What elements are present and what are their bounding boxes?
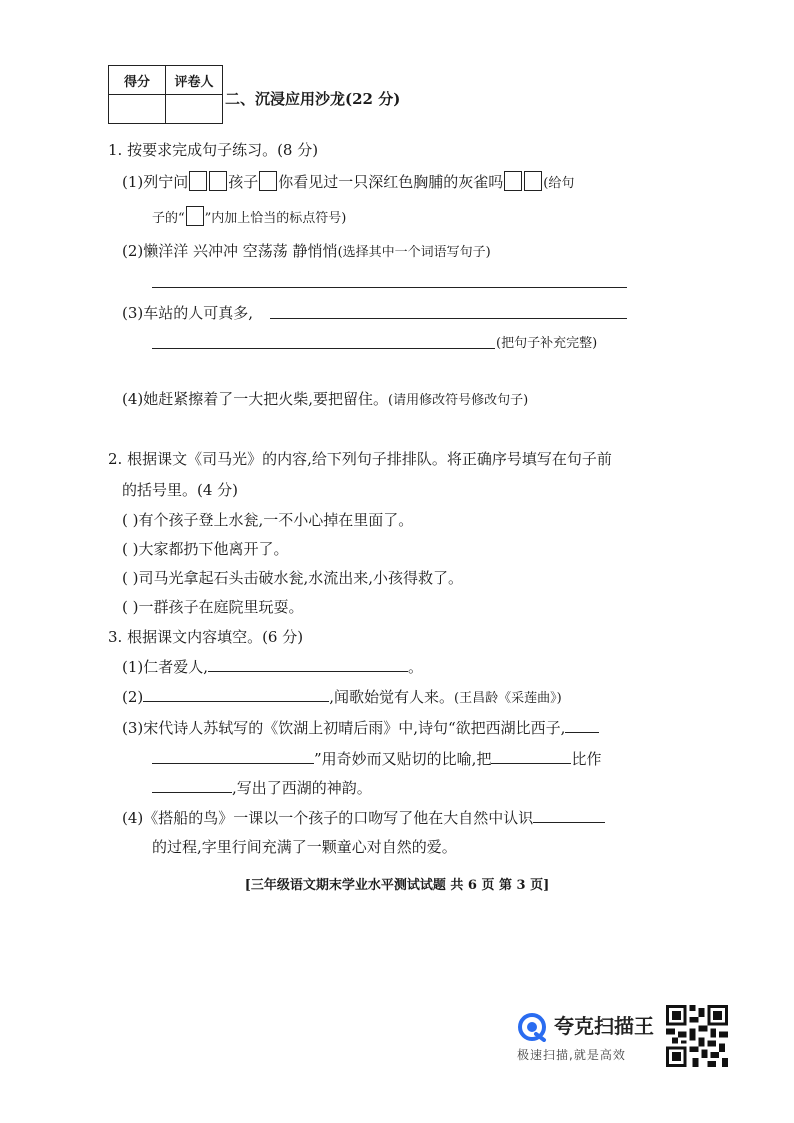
- punct-box-4[interactable]: [504, 171, 522, 191]
- q3-s3-blank-2[interactable]: [491, 749, 571, 764]
- q3-s3-text-d: ,写出了西湖的神韵。: [232, 779, 372, 797]
- q3-s3-blank-1b[interactable]: [152, 749, 314, 764]
- q3-heading: 3. 根据课文内容填空。(6 分): [108, 628, 304, 646]
- punct-box-2[interactable]: [209, 171, 227, 191]
- page-footer: [三年级语文期末学业水平测试试题 共 6 页 第 3 页]: [244, 878, 550, 893]
- q1-heading: 1. 按要求完成句子练习。(8 分): [108, 141, 319, 159]
- q3-s2-text-b: ,闻歌始觉有人来。: [329, 688, 455, 706]
- q1-s2-answer-line[interactable]: [152, 287, 627, 288]
- q3-s4-blank[interactable]: [533, 808, 605, 823]
- q3-s4-text-a: (4)《搭船的鸟》一课以一个孩子的口吻写了他在大自然中认识: [122, 809, 534, 827]
- q3-s3-blank-1a[interactable]: [565, 718, 599, 733]
- q2-heading-cont: 的括号里。(4 分): [122, 481, 239, 499]
- q2-heading: 2. 根据课文《司马光》的内容,给下列句子排排队。将正确序号填写在句子前: [108, 450, 612, 468]
- brand-name: 夸克扫描王: [554, 1014, 654, 1038]
- q1-s4-note: (请用修改符号修改句子): [388, 393, 529, 408]
- q3-sentence-2: [122, 686, 562, 707]
- section-title: 二、沉浸应用沙龙(22 分): [225, 90, 401, 108]
- q3-s1-end: 。: [408, 658, 424, 676]
- grader-cell[interactable]: [166, 95, 223, 124]
- q1-s1-text-f: ”内加上恰当的标点符号): [204, 211, 347, 226]
- punct-box-5[interactable]: [524, 171, 542, 191]
- q3-s2-text-a: (2): [122, 688, 144, 706]
- punct-box-sample: [186, 206, 204, 226]
- q1-s2-words: (2)懒洋洋 兴冲冲 空荡荡 静悄悄: [122, 242, 338, 260]
- q2-item-2[interactable]: ( )大家都扔下他离开了。: [122, 540, 289, 558]
- q3-sentence-3-cont: [152, 748, 601, 769]
- q3-sentence-1: [122, 656, 423, 677]
- q1-sentence-1: [122, 171, 574, 192]
- q1-sentence-4: [122, 388, 528, 409]
- q1-s3-note: (把句子补充完整): [496, 336, 598, 351]
- q1-s1-text-c: 你看见过一只深红色胸脯的灰雀吗: [278, 173, 504, 191]
- q1-sentence-3: (3)车站的人可真多,: [122, 304, 254, 322]
- q3-sentence-4: [122, 807, 605, 828]
- q2-item-1[interactable]: ( )有个孩子登上水瓮,一不小心掉在里面了。: [122, 511, 414, 529]
- q1-s3-answer-line-2[interactable]: [152, 348, 495, 349]
- q3-s3-blank-3[interactable]: [152, 778, 232, 793]
- score-cell[interactable]: [109, 95, 166, 124]
- punct-box-1[interactable]: [189, 171, 207, 191]
- q1-s1-text-a: (1)列宁问: [122, 173, 189, 191]
- q1-s4-text: (4)她赶紧擦着了一大把火柴,要把留住。: [122, 390, 389, 408]
- score-table: [108, 65, 223, 124]
- qr-code-icon: [666, 1005, 728, 1067]
- q3-sentence-3: [122, 717, 599, 738]
- q2-item-4[interactable]: ( )一群孩子在庭院里玩耍。: [122, 598, 304, 616]
- q3-s2-note: (王昌龄《采莲曲》): [454, 691, 562, 706]
- q1-s2-note: (选择其中一个词语写句子): [337, 245, 491, 260]
- q3-s3-text-c: 比作: [571, 750, 602, 768]
- q1-s1-text-d: (给句: [543, 176, 575, 191]
- q1-s3-answer-line-1[interactable]: [270, 318, 627, 319]
- q3-s3-text-a: (3)宋代诗人苏轼写的《饮湖上初晴后雨》中,诗句“欲把西湖比西子,: [122, 719, 566, 737]
- grader-header: 评卷人: [166, 66, 223, 95]
- q2-item-3[interactable]: ( )司马光拿起石头击破水瓮,水流出来,小孩得救了。: [122, 569, 464, 587]
- punct-box-3[interactable]: [259, 171, 277, 191]
- q3-s2-blank[interactable]: [143, 687, 329, 702]
- q3-sentence-4-cont: 的过程,字里行间充满了一颗童心对自然的爱。: [152, 838, 457, 856]
- q3-s3-text-b: ”用奇妙而又贴切的比喻,把: [314, 750, 492, 768]
- q1-s1-text-b: 孩子: [228, 173, 259, 191]
- q1-sentence-1-cont: [152, 206, 346, 226]
- brand-slogan: 极速扫描,就是高效: [517, 1048, 626, 1062]
- score-header: 得分: [109, 66, 166, 95]
- q3-s1-text: (1)仁者爱人,: [122, 658, 209, 676]
- quark-logo-icon: [517, 1012, 547, 1042]
- q3-sentence-3-cont-2: [152, 777, 372, 798]
- q1-sentence-2: [122, 240, 491, 261]
- q3-s1-blank[interactable]: [208, 657, 408, 672]
- q1-s1-text-e: 子的“: [152, 211, 185, 226]
